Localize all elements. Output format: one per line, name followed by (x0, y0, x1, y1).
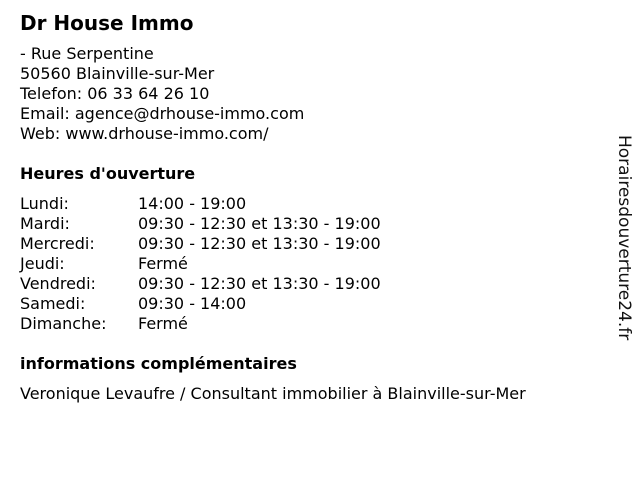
hours-row (20, 274, 381, 294)
hours-row (20, 234, 381, 254)
day-hours: Fermé (138, 254, 188, 273)
business-card (20, 10, 610, 404)
day-hours: 09:30 - 12:30 et 13:30 - 19:00 (138, 274, 381, 293)
day-hours: 09:30 - 12:30 et 13:30 - 19:00 (138, 234, 381, 253)
hours-row (20, 254, 381, 274)
business-title: Dr House Immo (20, 11, 194, 35)
day-hours: Fermé (138, 314, 188, 333)
hours-row (20, 214, 381, 234)
day-label: Vendredi: (20, 274, 96, 293)
info-text: Veronique Levaufre / Consultant immobilier à Blainville-sur-Mer (20, 384, 526, 403)
hours-heading: Heures d'ouverture (20, 164, 196, 183)
street-line: - Rue Serpentine (20, 44, 154, 63)
email-line: Email: agence@drhouse-immo.com (20, 104, 305, 123)
hours-row (20, 314, 381, 334)
day-label: Samedi: (20, 294, 86, 313)
hours-table (20, 194, 381, 334)
day-hours: 09:30 - 12:30 et 13:30 - 19:00 (138, 214, 381, 233)
day-label: Jeudi: (20, 254, 65, 273)
day-hours: 09:30 - 14:00 (138, 294, 247, 313)
day-label: Lundi: (20, 194, 69, 213)
day-label: Mercredi: (20, 234, 95, 253)
day-label: Dimanche: (20, 314, 107, 333)
address-block (20, 44, 610, 144)
web-line: Web: www.drhouse-immo.com/ (20, 124, 269, 143)
phone-line: Telefon: 06 33 64 26 10 (20, 84, 210, 103)
site-brand-watermark: Horairesdouverture24.fr (614, 135, 634, 341)
day-hours: 14:00 - 19:00 (138, 194, 247, 213)
city-line: 50560 Blainville-sur-Mer (20, 64, 215, 83)
day-label: Mardi: (20, 214, 70, 233)
info-heading: informations complémentaires (20, 354, 297, 373)
hours-row (20, 194, 381, 214)
hours-row (20, 294, 381, 314)
